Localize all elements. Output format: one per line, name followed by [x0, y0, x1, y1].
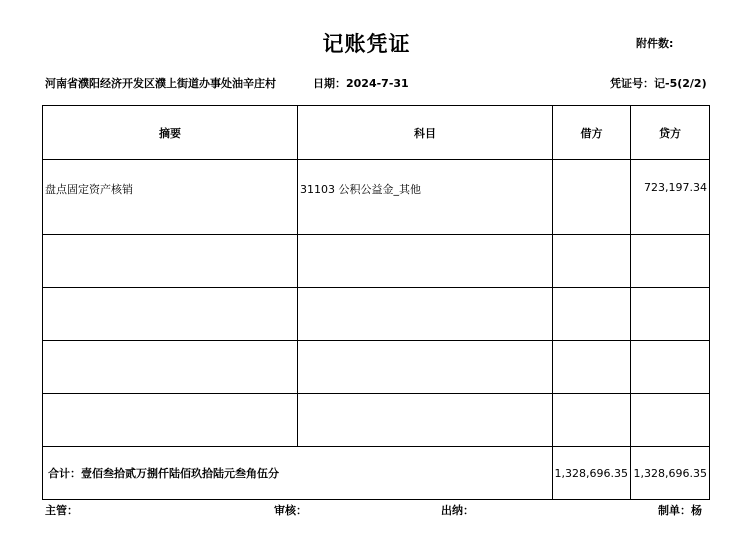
table-row [43, 341, 710, 394]
cell-debit [553, 160, 631, 235]
table-row [43, 394, 710, 447]
cell-summary [43, 235, 298, 288]
total-amount-words: 合计：壹佰叁拾贰万捌仟陆佰玖拾陆元叁角伍分 [43, 447, 553, 500]
voucher-number: 凭证号：记-5(2/2) [610, 77, 707, 90]
cell-debit [553, 394, 631, 447]
cell-summary: 盘点固定资产核销 [43, 160, 298, 235]
cell-account [298, 341, 553, 394]
cell-debit [553, 235, 631, 288]
total-credit: 1,328,696.35 [631, 447, 710, 500]
cell-summary [43, 288, 298, 341]
preparer-signature: 制单：杨 [658, 504, 702, 517]
column-header-credit: 贷方 [631, 106, 710, 160]
table-header-row [43, 106, 710, 160]
cell-account [298, 235, 553, 288]
column-header-debit: 借方 [553, 106, 631, 160]
attachments-label: 附件数: [636, 37, 674, 50]
total-row [43, 447, 710, 500]
cell-debit [553, 341, 631, 394]
table-row [43, 160, 710, 235]
total-debit: 1,328,696.35 [553, 447, 631, 500]
column-header-summary: 摘要 [43, 106, 298, 160]
voucher-date: 日期：2024-7-31 [313, 77, 409, 90]
cell-credit [631, 288, 710, 341]
column-header-account: 科目 [298, 106, 553, 160]
voucher-title: 记账凭证 [322, 32, 411, 56]
voucher-table [42, 105, 710, 500]
table-row [43, 288, 710, 341]
cell-credit [631, 394, 710, 447]
table-row [43, 235, 710, 288]
cell-summary [43, 394, 298, 447]
cell-credit [631, 341, 710, 394]
reviewer-signature: 审核： [274, 504, 307, 517]
organization-name: 河南省濮阳经济开发区濮上街道办事处油辛庄村 [45, 77, 276, 90]
cell-credit [631, 235, 710, 288]
cell-credit: 723,197.34 [631, 160, 710, 235]
cell-account [298, 394, 553, 447]
cashier-signature: 出纳： [441, 504, 474, 517]
cell-account [298, 288, 553, 341]
cell-account: 31103 公积公益金_其他 [298, 160, 553, 235]
cell-debit [553, 288, 631, 341]
cell-summary [43, 341, 298, 394]
supervisor-signature: 主管： [45, 504, 78, 517]
